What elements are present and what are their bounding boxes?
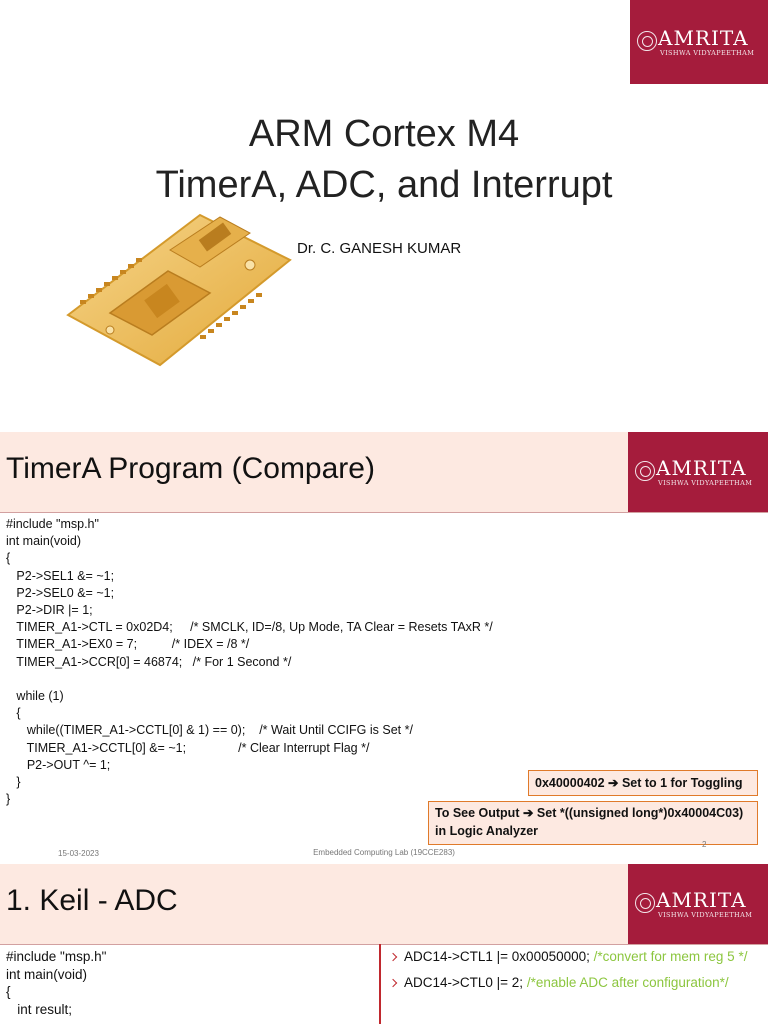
- logo-wordmark: AMRITA: [656, 456, 747, 480]
- code-line: TIMER_A1->CTL = 0x02D4; /* SMCLK, ID=/8, Up Mode, TA Clear = Resets TAxR */: [6, 620, 493, 635]
- column-divider: [379, 944, 381, 1024]
- logo-tagline: VISHWA VIDYAPEETHAM: [658, 479, 753, 487]
- launchpad-board-icon: [50, 205, 295, 375]
- amrita-logo: [630, 0, 768, 84]
- logo-wordmark: AMRITA: [658, 26, 749, 50]
- amrita-logo: [628, 432, 768, 512]
- code-bullet: [386, 948, 764, 966]
- amrita-seal-icon: [635, 461, 655, 481]
- code-line: while (1): [6, 689, 64, 704]
- code-line: }: [6, 775, 21, 790]
- code-comment: /*enable ADC after configuration*/: [526, 974, 729, 990]
- code-line: P2->OUT ^= 1;: [6, 757, 111, 772]
- slide-header: [0, 864, 768, 945]
- code-block-left: [6, 948, 106, 1018]
- code-block: [6, 516, 493, 808]
- code-comment: /*convert for mem reg 5 */: [593, 949, 748, 964]
- logic-analyzer-note: [428, 801, 758, 845]
- code-block-right: [386, 948, 764, 991]
- code-line: P2->SEL1 &= ~1;: [6, 568, 115, 583]
- code-line: P2->SEL0 &= ~1;: [6, 585, 115, 600]
- logo-wordmark: AMRITA: [656, 888, 747, 912]
- amrita-seal-icon: [637, 31, 657, 51]
- code-line: #include "msp.h": [6, 949, 107, 964]
- code-line: TIMER_A1->EX0 = 7; /* IDEX = /8 */: [6, 637, 250, 652]
- code-bullet: [386, 974, 764, 992]
- timer-slide: [0, 432, 768, 864]
- logo-tagline: VISHWA VIDYAPEETHAM: [658, 911, 753, 919]
- code-line: TIMER_A1->CCR[0] = 46874; /* For 1 Second */: [6, 654, 292, 669]
- slide-header: [0, 432, 768, 513]
- code-line: while((TIMER_A1->CCTL[0] & 1) == 0); /* Wait Until CCIFG is Set */: [6, 723, 413, 738]
- code-line: {: [6, 984, 11, 999]
- footer-page-number: 2: [702, 840, 707, 849]
- code-line: {: [6, 706, 21, 721]
- amrita-seal-icon: [635, 893, 655, 913]
- code-line: int result;: [6, 1001, 73, 1017]
- note-line: in Logic Analyzer: [435, 824, 539, 838]
- toggle-note: 0x40000402 ➔ Set to 1 for Toggling: [528, 770, 758, 796]
- title-slide: [0, 0, 768, 432]
- code-line: int main(void): [6, 966, 88, 982]
- code-line: int main(void): [6, 534, 82, 549]
- note-line: To See Output ➔ Set *((unsigned long*)0x40004C03): [435, 806, 744, 820]
- logo-tagline: VISHWA VIDYAPEETHAM: [660, 49, 755, 57]
- author-name: Dr. C. GANESH KUMAR: [297, 240, 462, 257]
- slide-title: TimerA Program (Compare): [6, 452, 375, 485]
- main-title-line1: ARM Cortex M4: [248, 113, 520, 155]
- code-text: ADC14->CTL1 |= 0x00050000;: [404, 949, 594, 964]
- footer-course: Embedded Computing Lab (19CCE283): [313, 848, 455, 857]
- adc-slide: [0, 864, 768, 1024]
- code-line: #include "msp.h": [6, 517, 99, 531]
- code-line: {: [6, 551, 11, 566]
- code-text: ADC14->CTL0 |= 2;: [404, 974, 527, 990]
- code-line: }: [6, 792, 11, 807]
- footer-date: 15-03-2023: [58, 849, 99, 858]
- slide-title: 1. Keil - ADC: [6, 884, 178, 917]
- main-title-line2: TimerA, ADC, and Interrupt: [155, 164, 613, 206]
- code-line: P2->DIR |= 1;: [6, 603, 93, 618]
- amrita-logo: [628, 864, 768, 944]
- code-line: TIMER_A1->CCTL[0] &= ~1; /* Clear Interrupt Flag */: [6, 740, 370, 755]
